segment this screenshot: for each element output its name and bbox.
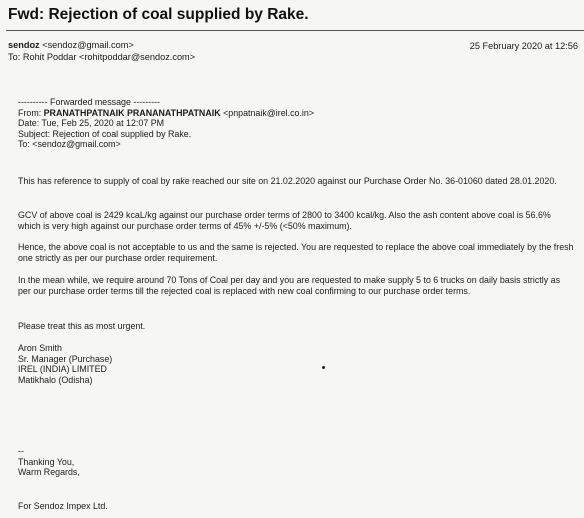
forwarded-from-email[interactable]: <pnpatnaik@irel.co.in> bbox=[223, 107, 315, 118]
sender-line bbox=[8, 40, 134, 50]
closing-dashes: -- bbox=[18, 446, 24, 456]
stray-mark bbox=[322, 366, 325, 369]
signature-name: Aron Smith bbox=[18, 343, 62, 353]
to-label: To: bbox=[8, 52, 21, 62]
header-divider bbox=[6, 30, 584, 31]
forwarded-header bbox=[18, 97, 574, 150]
recipient-line bbox=[8, 52, 195, 62]
forwarded-to: To: <sendoz@gmail.com> bbox=[18, 139, 121, 149]
signature-company: IREL (INDIA) LIMITED bbox=[18, 364, 107, 374]
paragraph-urgent: Please treat this as most urgent. bbox=[18, 321, 146, 331]
forwarded-marker: ---------- Forwarded message --------- bbox=[18, 97, 160, 107]
sender-name: sendoz bbox=[8, 40, 40, 50]
paragraph-gcv: GCV of above coal is 2429 kcaL/kg against our purchase order terms of 2800 to 3400 kcal/kg. Also the ash content above coal is 56.6% which is very high against our purchase order terms of 45% +/-5% (<50% maximum). bbox=[18, 210, 551, 231]
email-date: 25 February 2020 at 12:56 bbox=[469, 41, 578, 51]
paragraph-reference: This has reference to supply of coal by rake reached our site on 21.02.2020 against our Purchase Order No. 36-01060 dated 28.01.2020. bbox=[18, 176, 557, 186]
signature-location: Matikhalo (Odisha) bbox=[18, 374, 93, 385]
closing-thanks: Thanking You, bbox=[18, 456, 75, 467]
forwarded-from-name: PRANATHPATNAIK PRANANATHPATNAIK bbox=[43, 107, 221, 118]
signature-title: Sr. Manager (Purchase) bbox=[18, 353, 113, 364]
forwarded-from bbox=[18, 108, 574, 119]
closing-block bbox=[18, 446, 574, 478]
forwarded-subject: Subject: Rejection of coal supplied by Rake. bbox=[18, 128, 192, 139]
to-value[interactable]: Rohit Poddar <rohitpoddar@sendoz.com> bbox=[22, 52, 196, 62]
forwarded-from-label: From: bbox=[18, 107, 42, 118]
sender-email[interactable]: <sendoz@gmail.com> bbox=[42, 40, 134, 50]
forwarded-date: Date: Tue, Feb 25, 2020 at 12:07 PM bbox=[18, 118, 165, 128]
closing-regards: Warm Regards, bbox=[18, 467, 80, 477]
paragraph-interim: In the mean while, we require around 70 Tons of Coal per day and you are requested to make supply 5 to 6 trucks on daily basis strictly as per our purchase order terms till the rejected coal is replaced with new coal confirming to our purchase order terms. bbox=[18, 275, 561, 296]
paragraph-rejection: Hence, the above coal is not acceptable to us and the same is rejected. You are requested to replace the above coal immediately by the fresh one strictly as per our purchase order requirement. bbox=[18, 242, 574, 263]
closing-footer: For Sendoz Impex Ltd. bbox=[18, 501, 108, 511]
signature-block bbox=[18, 343, 574, 385]
email-subject: Fwd: Rejection of coal supplied by Rake. bbox=[8, 6, 309, 23]
